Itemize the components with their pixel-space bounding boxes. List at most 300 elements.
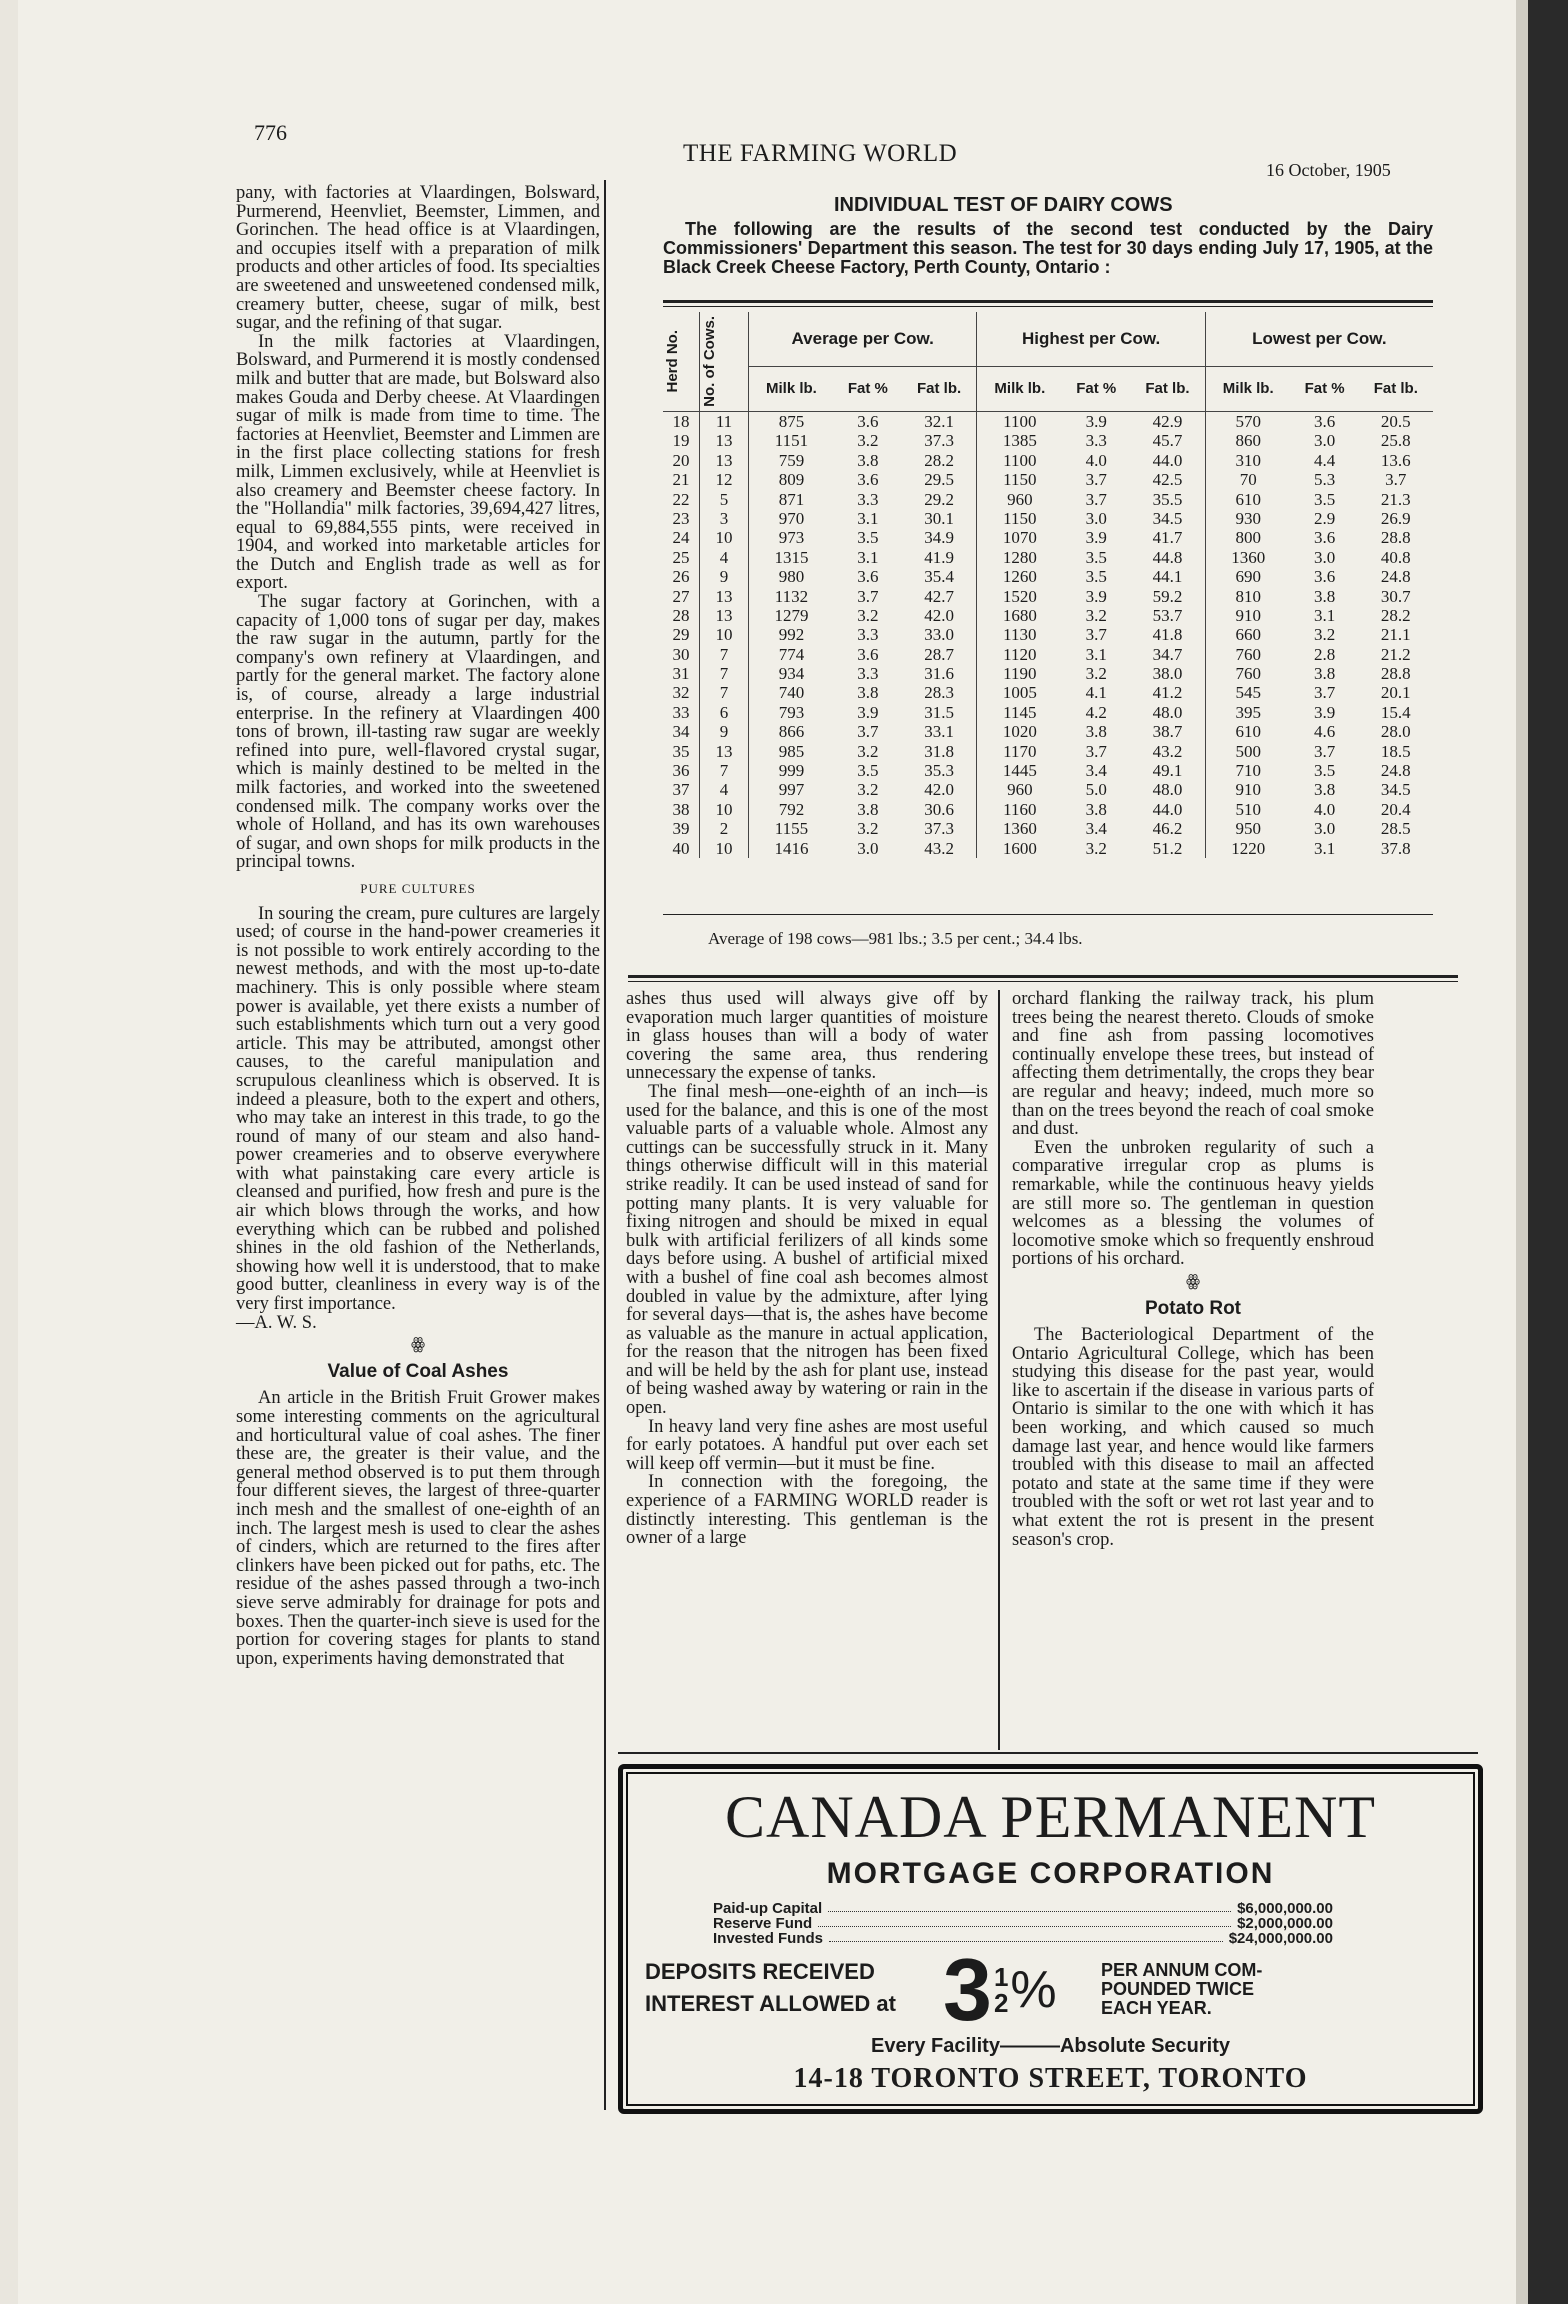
table-row <box>663 470 1433 489</box>
table-cell: 10 <box>700 838 749 857</box>
paragraph: In heavy land very fine ashes are most useful for early potatoes. A handful put over each set will keep off vermin—but it must be fine. <box>626 1416 988 1474</box>
funds-row <box>713 1901 1333 1916</box>
table-cell: 3.2 <box>857 431 879 451</box>
column-right <box>1012 990 1374 1549</box>
table-cell: 28.8 <box>1380 664 1411 684</box>
table-row <box>663 606 1433 625</box>
table-cell: 20 <box>672 450 690 470</box>
table-cell: 1680 <box>977 606 1062 625</box>
sub-header-milk: Milk lb. <box>977 367 1062 412</box>
table-cell: 37.3 <box>924 431 954 451</box>
col-header-herd <box>663 312 700 411</box>
group-header-highest: Highest per Cow. <box>977 312 1205 367</box>
table-cell: 4.6 <box>1314 722 1336 742</box>
ad-funds <box>713 1901 1333 1946</box>
paragraph: The sugar factory at Gorinchen, with a capacity of 1,000 tons of sugar per day, makes the raw sugar in the autumn, partly for the company's own refinery at Vlaardingen, and partly for the general market. The factory alone is, of course, already a large industrial enterprise. In the refinery at Vlaardingen 400 tons of brown, ill-tasting raw sugar are weekly refined into pure, well-flavored crystal sugar, which is mainly destined to be melted in the milk factories, and worked into the sweetened condensed milk. The company works over the whole of Holland, and has its own warehouses of sugar, and own shops for milk products in the principal towns. <box>236 592 600 873</box>
table-cell: 5.0 <box>1085 780 1107 800</box>
table-cell: 44.8 <box>1152 547 1183 567</box>
table-cell: 35.5 <box>1152 489 1183 509</box>
table-cell: 3.0 <box>857 838 879 858</box>
table-cell: 3.9 <box>1085 528 1107 548</box>
col-header-cows <box>700 312 749 411</box>
table-cell: 1145 <box>977 703 1062 722</box>
sub-header-fat-lb: Fat lb. <box>1359 367 1433 412</box>
table-cell: 24 <box>672 528 690 548</box>
ornament-icon: ꙮ <box>1185 1272 1201 1290</box>
table-cell: 2.9 <box>1314 508 1336 528</box>
table-cell: 3.6 <box>1314 567 1336 587</box>
rate-fraction-bottom: 2 <box>993 1988 1009 2018</box>
table-cell: 3.8 <box>857 683 879 703</box>
table-body <box>663 411 1433 857</box>
sub-header-milk: Milk lb. <box>749 367 834 412</box>
table-cell: 13 <box>700 431 749 450</box>
table-cell: 28.8 <box>1380 528 1411 548</box>
table-cell: 810 <box>1205 586 1290 605</box>
table-cell: 759 <box>749 451 834 470</box>
table-cell: 760 <box>1205 645 1290 664</box>
table-cell: 1416 <box>749 838 834 857</box>
table-row <box>663 800 1433 819</box>
table-cell: 22 <box>672 489 690 509</box>
table-cell: 33 <box>672 702 690 722</box>
funds-value: $2,000,000.00 <box>1237 1915 1333 1932</box>
paragraph: Even the unbroken regularity of such a comparative irregular crop as plums is remarkable, while the continuous heavy yields are still more so. The gentleman in question welcomes as a blessing the volumes of locomotive smoke which so frequently enshroud portions of his orchard. <box>1012 1137 1374 1270</box>
table-cell: 3.2 <box>857 819 879 839</box>
table-cell: 3.0 <box>1314 547 1336 567</box>
table-cell: 3.8 <box>1314 780 1336 800</box>
paragraph: ashes thus used will always give off by evaporation much larger quantities of moisture in glass houses than will a body of water covering the same area, thus rendering unnecessary the expense of tanks. <box>626 989 988 1084</box>
table-row <box>663 761 1433 780</box>
table-cell: 40 <box>672 838 690 858</box>
table-cell: 740 <box>749 683 834 702</box>
table-cell: 10 <box>700 528 749 547</box>
paragraph: In the milk factories at Vlaardingen, Bolsward, and Purmerend it is mostly condensed milk and butter that are made, but Bolsward also makes Gouda and Derby cheese. At Vlaardingen sugar of milk is made from time to time. The factories at Heenvliet, Beemster and Limmen are in the first place collecting stations for fresh milk, Limmen exclusively, while at Heenvliet is also creamery and Beemster cheese factory. In the "Hollandia" milk factories, 39,694,427 litres, equal to 69,884,555 pints, were received in 1904, and worked into marketable articles for the Dutch and English trade as well as for export. <box>236 331 600 594</box>
table-cell: 960 <box>977 780 1062 799</box>
table-cell: 3.4 <box>1085 761 1107 781</box>
table-cell: 3.6 <box>1314 412 1336 432</box>
table-cell: 38.0 <box>1152 664 1183 684</box>
table-cell: 35.3 <box>924 761 954 781</box>
ornament-icon: ꙮ <box>410 1336 426 1354</box>
table-cell: 42.0 <box>924 780 954 800</box>
table-row <box>663 838 1433 857</box>
table-row <box>663 431 1433 450</box>
ad-address: 14-18 TORONTO STREET, TORONTO <box>793 2063 1308 2094</box>
table-cell: 1385 <box>977 431 1062 450</box>
table-cell: 24.8 <box>1380 567 1411 587</box>
table-cell: 33.1 <box>924 722 954 742</box>
table-row <box>663 528 1433 547</box>
table-cell: 34 <box>672 722 690 742</box>
table-cell: 3.2 <box>1314 625 1336 645</box>
table-row <box>663 451 1433 470</box>
table-cell: 39 <box>672 819 690 839</box>
table-cell: 21.3 <box>1380 489 1411 509</box>
table-cell: 3.0 <box>1314 431 1336 451</box>
journal-title: THE FARMING WORLD <box>683 140 958 167</box>
table-row <box>663 703 1433 722</box>
sub-header-fat-pct: Fat % <box>1291 367 1359 412</box>
table-cell: 34.5 <box>1380 780 1411 800</box>
table-cell: 11 <box>700 411 749 431</box>
table-cell: 31.5 <box>924 702 954 722</box>
table-cell: 3.0 <box>1314 819 1336 839</box>
table-row <box>663 645 1433 664</box>
funds-value: $6,000,000.00 <box>1237 1900 1333 1917</box>
table-cell: 3.4 <box>1085 819 1107 839</box>
page-number: 776 <box>254 120 287 145</box>
table-cell: 985 <box>749 741 834 760</box>
table-cell: 2 <box>700 819 749 838</box>
table-row <box>663 780 1433 799</box>
scan-edge <box>1528 0 1568 2304</box>
column-divider <box>998 990 1000 1750</box>
table-cell: 3.5 <box>857 761 879 781</box>
table-cell: 48.0 <box>1152 702 1183 722</box>
table-cell: 4.0 <box>1314 799 1336 819</box>
table-cell: 28.2 <box>1380 605 1411 625</box>
sub-header-fat-pct: Fat % <box>834 367 902 412</box>
table-cell: 1445 <box>977 761 1062 780</box>
table-cell: 34.9 <box>924 528 954 548</box>
table-cell: 15.4 <box>1380 702 1411 722</box>
funds-row <box>713 1916 1333 1931</box>
table-cell: 21 <box>672 470 690 490</box>
dairy-cows-table <box>663 312 1433 858</box>
col-header-cows-label: No. of Cows. <box>701 316 718 407</box>
table-cell: 710 <box>1205 761 1290 780</box>
table-cell: 44.0 <box>1152 799 1183 819</box>
group-header-lowest: Lowest per Cow. <box>1205 312 1433 367</box>
table-cell: 42.0 <box>924 605 954 625</box>
table-cell: 1279 <box>749 606 834 625</box>
table-cell: 42.9 <box>1152 412 1183 432</box>
table-cell: 27 <box>672 586 690 606</box>
table-cell: 4 <box>700 548 749 567</box>
table-cell: 4.1 <box>1085 683 1107 703</box>
table-cell: 3.8 <box>1314 586 1336 606</box>
table-cell: 871 <box>749 489 834 508</box>
ad-interest: INTEREST ALLOWED at <box>645 1991 896 2016</box>
table-cell: 31.6 <box>924 664 954 684</box>
table-cell: 3.7 <box>1085 741 1107 761</box>
table-cell: 3.8 <box>857 799 879 819</box>
ad-per-annum: PER ANNUM COM-POUNDED TWICE EACH YEAR. <box>1101 1960 1263 2018</box>
funds-label: Paid-up Capital <box>713 1900 823 1917</box>
sub-header-milk: Milk lb. <box>1205 367 1290 412</box>
table-cell: 1280 <box>977 548 1062 567</box>
table-cell: 760 <box>1205 664 1290 683</box>
table-cell: 3.2 <box>857 780 879 800</box>
table-cell: 1150 <box>977 470 1062 489</box>
table-cell: 3.9 <box>1085 412 1107 432</box>
table-cell: 7 <box>700 664 749 683</box>
table-cell: 26.9 <box>1380 508 1411 528</box>
table-cell: 1020 <box>977 722 1062 741</box>
table-cell: 3.3 <box>1085 431 1107 451</box>
table-cell: 3.2 <box>857 741 879 761</box>
sub-header-fat-lb: Fat lb. <box>1130 367 1205 412</box>
table-cell: 4.2 <box>1085 702 1107 722</box>
table-cell: 23 <box>672 508 690 528</box>
table-cell: 3.8 <box>1085 799 1107 819</box>
table-cell: 3.6 <box>1314 528 1336 548</box>
paragraph: An article in the British Fruit Grower makes some interesting comments on the agricultural and horticultural value of coal ashes. The finer these are, the greater is their value, and the general method observed is to put them through four different sieves, the largest of three-quarter inch mesh and the smallest of one-eighth of an inch. The largest mesh is used to clear the ashes of cinders, which are returned to the fires after clinkers have been picked out for paths, etc. The residue of the ashes passed through a two-inch sieve serve admirably for drainage for pots and boxes. Then the quarter-inch sieve is used for the portion for covering stages for plants to stand upon, experiments having demonstrated that <box>236 1388 600 1669</box>
table-cell: 3.7 <box>857 586 879 606</box>
table-cell: 866 <box>749 722 834 741</box>
table-cell: 13 <box>700 586 749 605</box>
table-cell: 41.8 <box>1152 625 1183 645</box>
table-cell: 37 <box>672 780 690 800</box>
table-cell: 5.3 <box>1314 470 1336 490</box>
group-header-average: Average per Cow. <box>749 312 977 367</box>
section-heading-potato-rot: Potato Rot <box>1144 1297 1242 1319</box>
paragraph: In souring the cream, pure cultures are largely used; of course in the hand-power creameries it is not possible to work entirely according to the newest methods, and with the most up-to-date machinery. This is only possible where steam power is available, yet there exists a number of such establishments which turn out a very good article. This may be attributed, amongst other causes, to the careful manipulation and scrupulous cleanliness which is observed. It is indeed a pleasure, both to the expert and others, who may take an interest in this trade, to go the round of many of our steam and also hand-power creameries and to observe everywhere with what painstaking care every article is cleansed and purified, how fresh and pure is the air which blows through the works, and how everything which can be rubbed and polished shines in the old fashion of the Netherlands, showing how well it is understood, that to make good butter, cleanliness in every way is of the very first importance. <box>236 903 600 1315</box>
table-cell: 9 <box>700 722 749 741</box>
table-cell: 25.8 <box>1380 431 1411 451</box>
table-cell: 875 <box>749 411 834 431</box>
table-cell: 793 <box>749 703 834 722</box>
table-cell: 42.7 <box>924 586 954 606</box>
section-heading-pure-cultures: PURE CULTURES <box>360 880 476 896</box>
table-cell: 3.0 <box>1085 508 1107 528</box>
table-row <box>663 586 1433 605</box>
table-cell: 310 <box>1205 451 1290 470</box>
table-cell: 660 <box>1205 625 1290 644</box>
table-cell: 10 <box>700 800 749 819</box>
funds-value: $24,000,000.00 <box>1228 1930 1333 1947</box>
table-cell: 800 <box>1205 528 1290 547</box>
section-rule <box>628 981 1458 982</box>
rate-percent: % <box>1010 1961 1057 2019</box>
table-cell: 3.9 <box>1085 586 1107 606</box>
table-cell: 20.1 <box>1380 683 1411 703</box>
table-cell: 13 <box>700 741 749 760</box>
table-cell: 1520 <box>977 586 1062 605</box>
table-cell: 12 <box>700 470 749 489</box>
table-cell: 29.5 <box>924 470 954 490</box>
advertisement-canada-permanent <box>618 1764 1483 2114</box>
table-cell: 1360 <box>977 819 1062 838</box>
table-cell: 1315 <box>749 548 834 567</box>
table-row <box>663 741 1433 760</box>
table-cell: 41.7 <box>1152 528 1183 548</box>
table-intro: The following are the results of the second test conducted by the Dairy Commissioners' Department this season. The test for 30 days ending July 17, 1905, at the Black Creek Cheese Factory, Perth County, Ontario : <box>663 219 1433 277</box>
table-cell: 29.2 <box>924 489 954 509</box>
table-row <box>663 683 1433 702</box>
table-cell: 26 <box>672 567 690 587</box>
table-cell: 13.6 <box>1380 450 1411 470</box>
table-cell: 1130 <box>977 625 1062 644</box>
rate-whole: 3 <box>943 1940 992 2039</box>
table-cell: 910 <box>1205 780 1290 799</box>
ad-rate <box>943 1940 1057 2039</box>
table-top-rule <box>663 306 1433 307</box>
table-cell: 28.5 <box>1380 819 1411 839</box>
column-divider <box>604 180 606 2110</box>
table-cell: 3.7 <box>1085 625 1107 645</box>
table-cell: 930 <box>1205 509 1290 528</box>
table-cell: 3.3 <box>857 625 879 645</box>
newspaper-page <box>18 0 1528 2304</box>
table-cell: 774 <box>749 645 834 664</box>
table-cell: 13 <box>700 606 749 625</box>
page-gutter <box>1516 0 1528 2304</box>
table-cell: 4.0 <box>1085 450 1107 470</box>
table-cell: 34.7 <box>1152 644 1183 664</box>
table-cell: 6 <box>700 703 749 722</box>
table-cell: 19 <box>672 431 690 451</box>
table-cell: 980 <box>749 567 834 586</box>
table-cell: 3.1 <box>1314 838 1336 858</box>
table-cell: 1160 <box>977 800 1062 819</box>
table-cell: 3.9 <box>1314 702 1336 722</box>
table-cell: 21.1 <box>1380 625 1411 645</box>
table-row <box>663 489 1433 508</box>
table-cell: 809 <box>749 470 834 489</box>
table-cell: 33.0 <box>924 625 954 645</box>
table-cell: 3.8 <box>857 450 879 470</box>
table-cell: 950 <box>1205 819 1290 838</box>
table-cell: 3.2 <box>1085 838 1107 858</box>
table-cell: 35.4 <box>924 567 954 587</box>
table-row <box>663 625 1433 644</box>
table-cell: 32.1 <box>924 412 954 432</box>
table-cell: 3.2 <box>1085 605 1107 625</box>
table-cell: 3.3 <box>857 664 879 684</box>
table-row <box>663 411 1433 431</box>
table-cell: 32 <box>672 683 690 703</box>
table-cell: 28.3 <box>924 683 954 703</box>
table-cell: 59.2 <box>1152 586 1183 606</box>
table-cell: 30.7 <box>1380 586 1411 606</box>
table-cell: 35 <box>672 741 690 761</box>
column-left <box>236 184 600 1668</box>
table-cell: 1070 <box>977 528 1062 547</box>
table-bottom-rule <box>663 914 1433 915</box>
table-cell: 34.5 <box>1152 508 1183 528</box>
table-cell: 860 <box>1205 431 1290 450</box>
table-cell: 3.8 <box>1085 722 1107 742</box>
funds-label: Invested Funds <box>713 1930 824 1947</box>
table-title: INDIVIDUAL TEST OF DAIRY COWS <box>834 194 1173 216</box>
table-cell: 53.7 <box>1152 605 1183 625</box>
table-cell: 38.7 <box>1152 722 1183 742</box>
ad-deposits: DEPOSITS RECEIVED <box>645 1959 875 1984</box>
table-cell: 41.2 <box>1152 683 1183 703</box>
table-cell: 43.2 <box>1152 741 1183 761</box>
table-cell: 44.0 <box>1152 450 1183 470</box>
sub-header-fat-lb: Fat lb. <box>902 367 977 412</box>
table-cell: 1100 <box>977 411 1062 431</box>
table-cell: 7 <box>700 761 749 780</box>
table-top-rule <box>663 300 1433 303</box>
table-cell: 3.1 <box>1085 644 1107 664</box>
table-cell: 3.7 <box>1385 470 1407 490</box>
rate-fraction-top: 1 <box>993 1962 1009 1992</box>
table-cell: 3.7 <box>1085 470 1107 490</box>
table-cell: 7 <box>700 683 749 702</box>
table-cell: 24.8 <box>1380 761 1411 781</box>
rate-fraction <box>994 1964 1008 2016</box>
table-cell: 3.2 <box>1085 664 1107 684</box>
table-cell: 20.4 <box>1380 799 1411 819</box>
table-cell: 970 <box>749 509 834 528</box>
table-cell: 3.7 <box>1314 683 1336 703</box>
table-cell: 1260 <box>977 567 1062 586</box>
table-cell: 13 <box>700 451 749 470</box>
table-cell: 3.3 <box>857 489 879 509</box>
table-cell: 29 <box>672 625 690 645</box>
table-row <box>663 819 1433 838</box>
table-cell: 999 <box>749 761 834 780</box>
table-cell: 395 <box>1205 703 1290 722</box>
paragraph: In connection with the foregoing, the experience of a FARMING WORLD reader is distinctly interesting. This gentleman is the owner of a large <box>626 1472 988 1549</box>
table-cell: 3.7 <box>1314 741 1336 761</box>
table-cell: 1120 <box>977 645 1062 664</box>
table-cell: 500 <box>1205 741 1290 760</box>
table-row <box>663 664 1433 683</box>
ad-subtitle: MORTGAGE CORPORATION <box>826 1857 1275 1890</box>
table-cell: 3.7 <box>1085 489 1107 509</box>
table-cell: 41.9 <box>924 547 954 567</box>
table-cell: 43.2 <box>924 838 954 858</box>
section-rule <box>618 1752 1478 1754</box>
table-cell: 28.7 <box>924 644 954 664</box>
table-cell: 18 <box>672 412 690 432</box>
table-cell: 3.9 <box>857 702 879 722</box>
table-cell: 997 <box>749 780 834 799</box>
table-cell: 44.1 <box>1152 567 1183 587</box>
funds-label: Reserve Fund <box>713 1915 813 1932</box>
table-cell: 3.5 <box>1314 761 1336 781</box>
table-row <box>663 722 1433 741</box>
table-cell: 3.6 <box>857 470 879 490</box>
table-cell: 51.2 <box>1152 838 1183 858</box>
table-cell: 1151 <box>749 431 834 450</box>
table-cell: 3.6 <box>857 412 879 432</box>
table-cell: 36 <box>672 761 690 781</box>
table-cell: 4 <box>700 780 749 799</box>
table-cell: 70 <box>1205 470 1290 489</box>
table-cell: 934 <box>749 664 834 683</box>
signature: —A. W. S. <box>236 1312 317 1333</box>
table-row <box>663 567 1433 586</box>
table-cell: 1155 <box>749 819 834 838</box>
column-middle <box>626 990 988 1548</box>
table-cell: 21.2 <box>1380 644 1411 664</box>
table-cell: 1100 <box>977 451 1062 470</box>
table-cell: 973 <box>749 528 834 547</box>
table-cell: 960 <box>977 489 1062 508</box>
paragraph: orchard flanking the railway track, his plum trees being the nearest thereto. Clouds of smoke and fine ash from passing locomotives continually envelope these trees, but instead of affecting them detrimentally, the crops they bear are regular and heavy; indeed, much more so than on the trees beyond the reach of coal smoke and dust. <box>1012 989 1374 1140</box>
table-cell: 992 <box>749 625 834 644</box>
table-cell: 545 <box>1205 683 1290 702</box>
table-cell: 1600 <box>977 838 1062 857</box>
section-rule <box>628 975 1458 978</box>
table-cell: 37.3 <box>924 819 954 839</box>
paragraph: The Bacteriological Department of the Ontario Agricultural College, which has been studying this disease for the past year, would like to ascertain if the disease in various parts of Ontario is similar to the one with which it has been working, and which caused so much damage last year, and hence would like farmers troubled with this disease to mail an affected potato and state at the same time if they were troubled with the soft or wet rot last year and to what extent the rot is present in the present season's crop. <box>1012 1325 1374 1550</box>
paragraph: The final mesh—one-eighth of an inch—is used for the balance, and this is one of the most valuable parts of a valuable whole. Almost any cuttings can be successfully struck in it. Many things otherwise difficult will in this material strike readily. It can be used instead of sand for potting many plants. It is very valuable for fixing nitrogen and should be mixed in equal bulk with artificial ferilizers of all kinds some days before using. A bushel of artificial mixed with a bushel of fine coal ash becomes almost doubled in value by the admixture, after lying for several days—that is, the ashes have become as valuable as the manure in actual application, for the reason that the nitrogen has been fixed and will be held by the ash for plant use, instead of being washed away by watering or rain in the open. <box>626 1081 988 1419</box>
table-cell: 1220 <box>1205 838 1290 857</box>
table-cell: 1360 <box>1205 548 1290 567</box>
section-heading-coal-ashes: Value of Coal Ashes <box>327 1360 509 1382</box>
sub-header-fat-pct: Fat % <box>1062 367 1130 412</box>
funds-row <box>713 1931 1333 1946</box>
table-cell: 792 <box>749 800 834 819</box>
table-cell: 5 <box>700 489 749 508</box>
